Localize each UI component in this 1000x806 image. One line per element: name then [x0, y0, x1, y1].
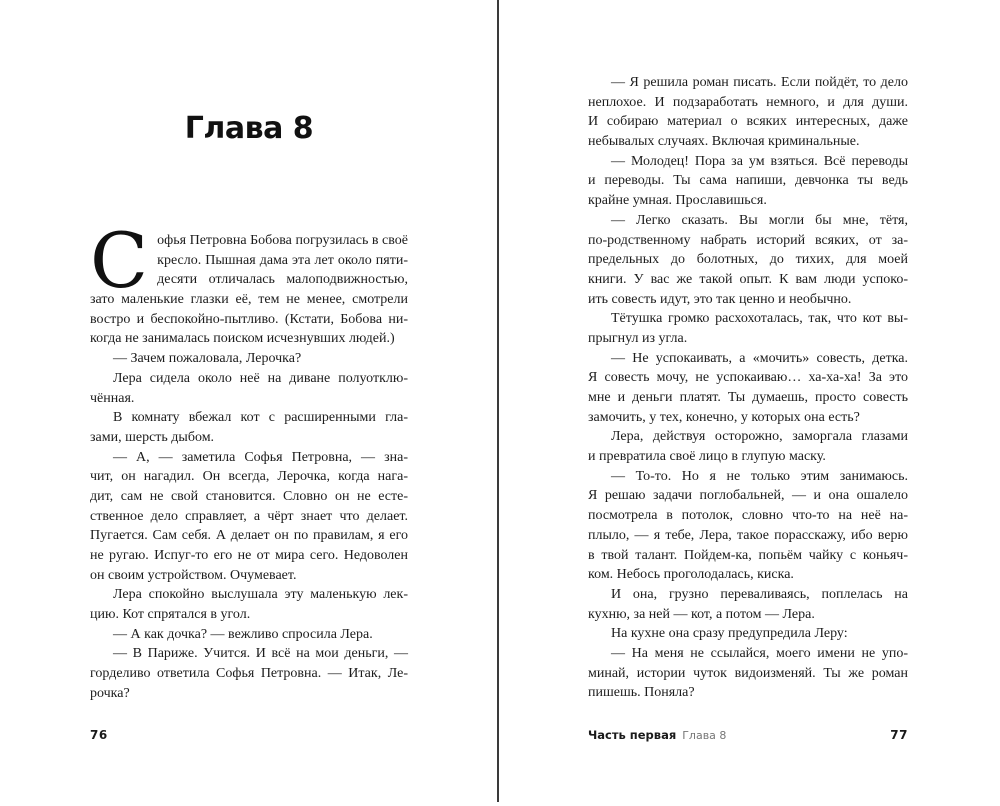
paragraph	[588, 467, 908, 585]
text-line: зато маленькие глазки её, тем не менее, смотрели	[90, 292, 408, 308]
text-line: в твой талант. Пойдем-ка, попьём чайку с коньяч-	[588, 547, 908, 563]
text-line: он своим устройством. Очумевает.	[90, 567, 297, 583]
paragraph	[90, 216, 408, 349]
text-line: На кухне она сразу предупредила Леру:	[611, 626, 848, 642]
paragraph	[90, 448, 408, 586]
text-line: Тётушка громко расхохоталась, так, что кот вы-	[611, 311, 908, 327]
text-line: — Молодец! Пора за ум взяться. Всё переводы	[611, 153, 908, 169]
text-line: Лера, действуя осторожно, заморгала глазами	[611, 429, 908, 445]
text-line: — Я решила роман писать. Если пойдёт, то дело	[611, 75, 908, 90]
running-head-chapter: Глава 8	[682, 729, 727, 742]
text-line: прыгнул из угла.	[588, 330, 688, 346]
text-line: не ругаю. Испуг-то его не от мира сего. Недоволен	[90, 548, 408, 563]
text-line: — То-то. Но я не только этим занимаюсь.	[611, 468, 908, 484]
text-line: неплохое. И подзаработать немного, и для души.	[588, 94, 908, 110]
paragraph	[90, 369, 408, 408]
text-line: — Не успокаивать, а «мочить» совесть, детка.	[611, 350, 908, 366]
text-line: книги. У вас же такой опыт. К вам люди успоко-	[588, 271, 908, 287]
text-line: Пугается. Сам себя. А делает он по правилам, я его	[90, 528, 408, 544]
paragraph	[588, 73, 908, 152]
text-line: — А как дочка? — вежливо спросила Лера.	[113, 626, 373, 642]
text-line: замочить, у тех, конечно, у которых она есть?	[588, 409, 860, 425]
paragraph	[90, 585, 408, 624]
page-left[interactable]	[90, 0, 408, 806]
text-line: востро и беспокойно-пытливо. (Кстати, Бобова ни-	[90, 311, 408, 327]
text-line: ить совесть идут, это так ценно и необычно.	[588, 291, 852, 307]
text-line: дит, сам не свой становится. Словно он не есте-	[90, 488, 408, 504]
paragraph	[588, 349, 908, 428]
text-line: И она, грузно переваливаясь, поплелась на	[611, 586, 908, 602]
running-head	[588, 728, 726, 743]
text-line: горделиво ответила Софья Петровна. — Итак, Ле-	[90, 666, 408, 682]
text-line: чит, он нагадил. Он всегда, Лерочка, когда нага-	[90, 469, 408, 485]
paragraph	[588, 427, 908, 466]
text-line: плыло, — я тебе, Лера, такое порасскажу, ибо верю	[588, 527, 908, 543]
text-line: крайне умная. Прославишься.	[588, 193, 767, 209]
paragraph	[588, 309, 908, 348]
text-line: кресло. Пышная дама эта лет около пяти-	[157, 252, 408, 268]
text-line: В комнату вбежал кот с расширенными гла-	[113, 410, 408, 426]
page-right[interactable]	[588, 0, 908, 806]
text-line: Я совесть мочу, не успокаиваю… ха-ха-ха! За это	[588, 370, 908, 386]
text-line: ком. Небось проголодалась, киска.	[588, 567, 794, 583]
chapter-title: Глава 8	[184, 111, 314, 146]
text-line: пишешь. Поняла?	[588, 685, 695, 701]
text-line: рочка?	[90, 685, 130, 701]
paragraph	[90, 644, 408, 703]
page-body-left	[90, 216, 408, 704]
text-line: Лера спокойно выслушала эту маленькую лек-	[113, 587, 408, 603]
footer-right	[588, 728, 908, 743]
text-line: — Зачем пожаловала, Лерочка?	[113, 351, 302, 367]
paragraph	[588, 644, 908, 703]
text-line: — А, — заметила Софья Петровна, — зна-	[113, 449, 408, 465]
text-line: офья Петровна Бобова погрузилась в своё	[157, 233, 408, 248]
text-line: зами, шерсть дыбом.	[90, 429, 215, 445]
paragraph	[90, 625, 408, 645]
text-line: — На меня не ссылайся, моего имени не упо-	[611, 645, 908, 661]
text-line: предельных до болотных, до тихих, для моей	[588, 252, 908, 268]
text-line: кухню, за ней — кот, а потом — Лера.	[588, 606, 815, 622]
text-line: — Легко сказать. Вы могли бы мне, тётя,	[611, 212, 908, 228]
text-line: Я решаю задачи поглобальней, — и она ошалело	[588, 488, 908, 504]
drop-cap: С	[90, 216, 149, 305]
footer-left	[90, 728, 408, 742]
page-gutter-divider	[497, 0, 499, 802]
paragraph	[90, 408, 408, 447]
paragraph	[90, 349, 408, 369]
page-number-right: 77	[890, 728, 908, 742]
text-line: И собираю материал о всяких интересных, даже	[588, 114, 908, 130]
text-line: и переводы. Ты сама напиши, девчонка ты ведь	[588, 173, 908, 189]
page-number-left: 76	[90, 728, 108, 742]
text-line: когда не занималась поиском исчезнувших людей.)	[90, 331, 395, 347]
page-body-right	[588, 73, 908, 703]
text-line: цию. Кот спрятался в угол.	[90, 607, 251, 623]
paragraph	[588, 211, 908, 309]
text-line: по-родственному набрать историй всяких, от за-	[588, 232, 908, 248]
text-line: посмотрела в потолок, словно что-то на неё на-	[588, 508, 908, 524]
text-line: и превратила своё лицо в глупую маску.	[588, 449, 826, 465]
text-line: ственное дело справляет, а чёрт знает что делает.	[90, 508, 408, 524]
paragraph	[588, 152, 908, 211]
text-line: — В Париже. Учится. И всё на мои деньги, —	[113, 646, 408, 662]
paragraph	[588, 624, 908, 644]
text-line: десяти отличалась малоподвижностью,	[157, 272, 408, 288]
text-line: Лера сидела около неё на диване полуотклю-	[113, 370, 408, 386]
text-line: мне и деньги платят. Ты думаешь, просто совесть	[588, 390, 908, 405]
text-line: чённая.	[90, 390, 135, 406]
text-line: небывалых случаях. Включая криминальные.	[588, 134, 860, 150]
text-line: минай, истории чуток видоизменяй. Ты же роман	[588, 665, 908, 681]
running-head-part: Часть первая	[588, 728, 677, 742]
paragraph	[588, 585, 908, 624]
